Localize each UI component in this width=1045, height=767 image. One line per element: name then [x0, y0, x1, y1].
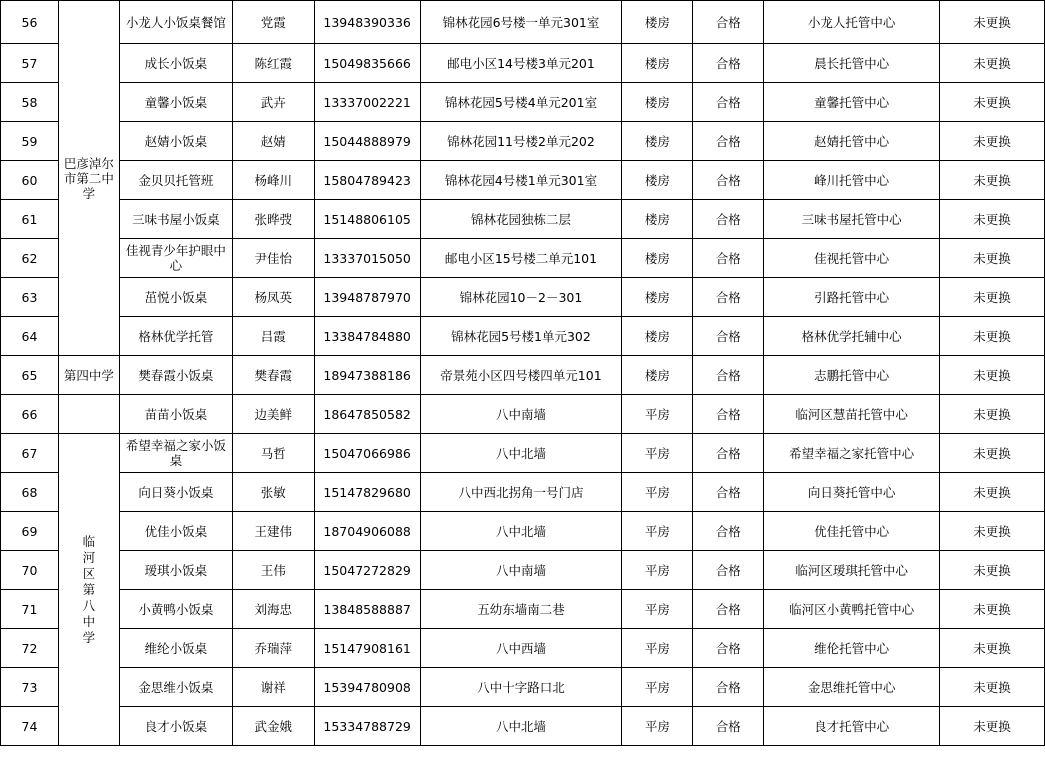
- inspection-result: 合格: [693, 395, 764, 434]
- address: 邮电小区14号楼3单元201: [420, 44, 622, 83]
- row-number: 73: [1, 668, 59, 707]
- address: 锦林花园10－2－301: [420, 278, 622, 317]
- address: 五幼东墙南二巷: [420, 590, 622, 629]
- address: 八中西北拐角一号门店: [420, 473, 622, 512]
- phone-number: 15394780908: [314, 668, 420, 707]
- house-type: 楼房: [622, 83, 693, 122]
- replacement-status: 未更换: [940, 161, 1045, 200]
- stall-name: 优佳小饭桌: [119, 512, 232, 551]
- care-center-name: 临河区慧苗托管中心: [764, 395, 940, 434]
- phone-number: 13384784880: [314, 317, 420, 356]
- phone-number: 18647850582: [314, 395, 420, 434]
- table-row: [1, 629, 1045, 668]
- care-center-name: 维伦托管中心: [764, 629, 940, 668]
- replacement-status: 未更换: [940, 356, 1045, 395]
- care-center-name: 佳视托管中心: [764, 239, 940, 278]
- replacement-status: 未更换: [940, 707, 1045, 746]
- phone-number: 15044888979: [314, 122, 420, 161]
- house-type: 楼房: [622, 356, 693, 395]
- contact-person: 王建伟: [232, 512, 314, 551]
- house-type: 楼房: [622, 44, 693, 83]
- row-number: 57: [1, 44, 59, 83]
- phone-number: 13948390336: [314, 1, 420, 44]
- inspection-result: 合格: [693, 551, 764, 590]
- care-center-name: 引路托管中心: [764, 278, 940, 317]
- replacement-status: 未更换: [940, 44, 1045, 83]
- phone-number: 15148806105: [314, 200, 420, 239]
- stall-name: 希望幸福之家小饭桌: [119, 434, 232, 473]
- care-center-name: 向日葵托管中心: [764, 473, 940, 512]
- care-center-name: 格林优学托辅中心: [764, 317, 940, 356]
- table-row: [1, 707, 1045, 746]
- care-center-name: 优佳托管中心: [764, 512, 940, 551]
- inspection-result: 合格: [693, 707, 764, 746]
- contact-person: 党霞: [232, 1, 314, 44]
- care-center-name: 良才托管中心: [764, 707, 940, 746]
- house-type: 楼房: [622, 161, 693, 200]
- school-name-cell-empty: [58, 395, 119, 434]
- house-type: 平房: [622, 590, 693, 629]
- address: 八中北墙: [420, 707, 622, 746]
- phone-number: 15334788729: [314, 707, 420, 746]
- house-type: 平房: [622, 707, 693, 746]
- stall-name: 茁悦小饭桌: [119, 278, 232, 317]
- stall-name: 金贝贝托管班: [119, 161, 232, 200]
- replacement-status: 未更换: [940, 122, 1045, 161]
- phone-number: 18947388186: [314, 356, 420, 395]
- inspection-result: 合格: [693, 278, 764, 317]
- row-number: 58: [1, 83, 59, 122]
- phone-number: 15047272829: [314, 551, 420, 590]
- contact-person: 樊春霞: [232, 356, 314, 395]
- address: 八中南墙: [420, 551, 622, 590]
- contact-person: 杨峰川: [232, 161, 314, 200]
- care-center-name: 临河区瑷琪托管中心: [764, 551, 940, 590]
- inspection-result: 合格: [693, 512, 764, 551]
- replacement-status: 未更换: [940, 512, 1045, 551]
- contact-person: 武卉: [232, 83, 314, 122]
- table-row: [1, 122, 1045, 161]
- inspection-result: 合格: [693, 44, 764, 83]
- replacement-status: 未更换: [940, 551, 1045, 590]
- contact-person: 吕霞: [232, 317, 314, 356]
- house-type: 楼房: [622, 122, 693, 161]
- address: 八中北墙: [420, 512, 622, 551]
- replacement-status: 未更换: [940, 83, 1045, 122]
- contact-person: 张晔弢: [232, 200, 314, 239]
- address: 帝景苑小区四号楼四单元101: [420, 356, 622, 395]
- house-type: 楼房: [622, 239, 693, 278]
- contact-person: 尹佳怡: [232, 239, 314, 278]
- stall-name: 良才小饭桌: [119, 707, 232, 746]
- address: 锦林花园4号楼1单元301室: [420, 161, 622, 200]
- table-row: [1, 239, 1045, 278]
- address: 八中十字路口北: [420, 668, 622, 707]
- table-row: [1, 278, 1045, 317]
- contact-person: 刘海忠: [232, 590, 314, 629]
- house-type: 平房: [622, 551, 693, 590]
- contact-person: 谢祥: [232, 668, 314, 707]
- row-number: 65: [1, 356, 59, 395]
- contact-person: 赵婧: [232, 122, 314, 161]
- contact-person: 马哲: [232, 434, 314, 473]
- phone-number: 15804789423: [314, 161, 420, 200]
- care-center-name: 临河区小黄鸭托管中心: [764, 590, 940, 629]
- inspection-result: 合格: [693, 200, 764, 239]
- row-number: 68: [1, 473, 59, 512]
- contact-person: 张敏: [232, 473, 314, 512]
- inspection-result: 合格: [693, 83, 764, 122]
- phone-number: 15047066986: [314, 434, 420, 473]
- stall-name: 樊春霞小饭桌: [119, 356, 232, 395]
- row-number: 70: [1, 551, 59, 590]
- table-row: [1, 200, 1045, 239]
- table-row: [1, 317, 1045, 356]
- row-number: 64: [1, 317, 59, 356]
- replacement-status: 未更换: [940, 629, 1045, 668]
- address: 锦林花园11号楼2单元202: [420, 122, 622, 161]
- care-center-name: 志鹏托管中心: [764, 356, 940, 395]
- address: 锦林花园5号楼4单元201室: [420, 83, 622, 122]
- phone-number: 18704906088: [314, 512, 420, 551]
- care-center-name: 童馨托管中心: [764, 83, 940, 122]
- row-number: 66: [1, 395, 59, 434]
- inspection-result: 合格: [693, 356, 764, 395]
- table-row: [1, 44, 1045, 83]
- table-row: [1, 161, 1045, 200]
- row-number: 71: [1, 590, 59, 629]
- stall-name: 维纶小饭桌: [119, 629, 232, 668]
- care-center-name: 金思维托管中心: [764, 668, 940, 707]
- contact-person: 边美鲜: [232, 395, 314, 434]
- replacement-status: 未更换: [940, 473, 1045, 512]
- row-number: 62: [1, 239, 59, 278]
- house-type: 楼房: [622, 317, 693, 356]
- contact-person: 杨凤英: [232, 278, 314, 317]
- address: 八中北墙: [420, 434, 622, 473]
- address: 邮电小区15号楼二单元101: [420, 239, 622, 278]
- address: 锦林花园5号楼1单元302: [420, 317, 622, 356]
- replacement-status: 未更换: [940, 395, 1045, 434]
- school-name-cell: 第四中学: [58, 356, 119, 395]
- contact-person: 武金娥: [232, 707, 314, 746]
- stall-name: 佳视青少年护眼中心: [119, 239, 232, 278]
- stall-name: 三味书屋小饭桌: [119, 200, 232, 239]
- house-type: 平房: [622, 395, 693, 434]
- table-row: [1, 356, 1045, 395]
- contact-person: 陈红霞: [232, 44, 314, 83]
- row-number: 61: [1, 200, 59, 239]
- replacement-status: 未更换: [940, 590, 1045, 629]
- care-center-name: 希望幸福之家托管中心: [764, 434, 940, 473]
- stall-name: 小黄鸭小饭桌: [119, 590, 232, 629]
- care-center-name: 小龙人托管中心: [764, 1, 940, 44]
- care-center-name: 峰川托管中心: [764, 161, 940, 200]
- stall-name: 小龙人小饭桌餐馆: [119, 1, 232, 44]
- inspection-result: 合格: [693, 1, 764, 44]
- house-type: 楼房: [622, 278, 693, 317]
- inspection-result: 合格: [693, 434, 764, 473]
- phone-number: 13337015050: [314, 239, 420, 278]
- replacement-status: 未更换: [940, 200, 1045, 239]
- row-number: 56: [1, 1, 59, 44]
- address: 锦林花园6号楼一单元301室: [420, 1, 622, 44]
- school-name-cell: [58, 434, 119, 746]
- address: 锦林花园独栋二层: [420, 200, 622, 239]
- house-type: 平房: [622, 668, 693, 707]
- row-number: 60: [1, 161, 59, 200]
- row-number: 59: [1, 122, 59, 161]
- care-center-name: 三味书屋托管中心: [764, 200, 940, 239]
- house-type: 楼房: [622, 200, 693, 239]
- row-number: 74: [1, 707, 59, 746]
- table-row: [1, 434, 1045, 473]
- phone-number: 13948787970: [314, 278, 420, 317]
- replacement-status: 未更换: [940, 239, 1045, 278]
- replacement-status: 未更换: [940, 278, 1045, 317]
- stall-name: 童馨小饭桌: [119, 83, 232, 122]
- table-row: [1, 590, 1045, 629]
- stall-name: 格林优学托管: [119, 317, 232, 356]
- table-body: [1, 1, 1045, 746]
- table-row: [1, 473, 1045, 512]
- row-number: 69: [1, 512, 59, 551]
- replacement-status: 未更换: [940, 1, 1045, 44]
- care-center-name: 赵婧托管中心: [764, 122, 940, 161]
- table-row: [1, 83, 1045, 122]
- inspection-result: 合格: [693, 668, 764, 707]
- table-row: [1, 512, 1045, 551]
- stall-name: 苗苗小饭桌: [119, 395, 232, 434]
- row-number: 72: [1, 629, 59, 668]
- row-number: 67: [1, 434, 59, 473]
- inspection-result: 合格: [693, 473, 764, 512]
- address: 八中西墙: [420, 629, 622, 668]
- phone-number: 15147829680: [314, 473, 420, 512]
- table-row: [1, 395, 1045, 434]
- inspection-result: 合格: [693, 590, 764, 629]
- contact-person: 王伟: [232, 551, 314, 590]
- inspection-result: 合格: [693, 239, 764, 278]
- stall-name: 金思维小饭桌: [119, 668, 232, 707]
- stall-name: 向日葵小饭桌: [119, 473, 232, 512]
- table-row: [1, 668, 1045, 707]
- row-number: 63: [1, 278, 59, 317]
- replacement-status: 未更换: [940, 317, 1045, 356]
- table-row: [1, 1, 1045, 44]
- care-center-name: 晨长托管中心: [764, 44, 940, 83]
- inspection-result: 合格: [693, 317, 764, 356]
- house-type: 平房: [622, 473, 693, 512]
- phone-number: 15049835666: [314, 44, 420, 83]
- school-name-cell: 巴彦淖尔市第二中学: [58, 1, 119, 356]
- contact-person: 乔瑞萍: [232, 629, 314, 668]
- house-type: 平房: [622, 512, 693, 551]
- table-row: [1, 551, 1045, 590]
- stall-name: 瑷琪小饭桌: [119, 551, 232, 590]
- house-type: 平房: [622, 629, 693, 668]
- house-type: 楼房: [622, 1, 693, 44]
- inspection-result: 合格: [693, 161, 764, 200]
- inspection-result: 合格: [693, 122, 764, 161]
- school-name-vertical: 临河区第八中学: [82, 533, 96, 645]
- phone-number: 13848588887: [314, 590, 420, 629]
- stall-name: 赵婧小饭桌: [119, 122, 232, 161]
- address: 八中南墙: [420, 395, 622, 434]
- inspection-result: 合格: [693, 629, 764, 668]
- stall-name: 成长小饭桌: [119, 44, 232, 83]
- replacement-status: 未更换: [940, 434, 1045, 473]
- phone-number: 13337002221: [314, 83, 420, 122]
- replacement-status: 未更换: [940, 668, 1045, 707]
- phone-number: 15147908161: [314, 629, 420, 668]
- house-type: 平房: [622, 434, 693, 473]
